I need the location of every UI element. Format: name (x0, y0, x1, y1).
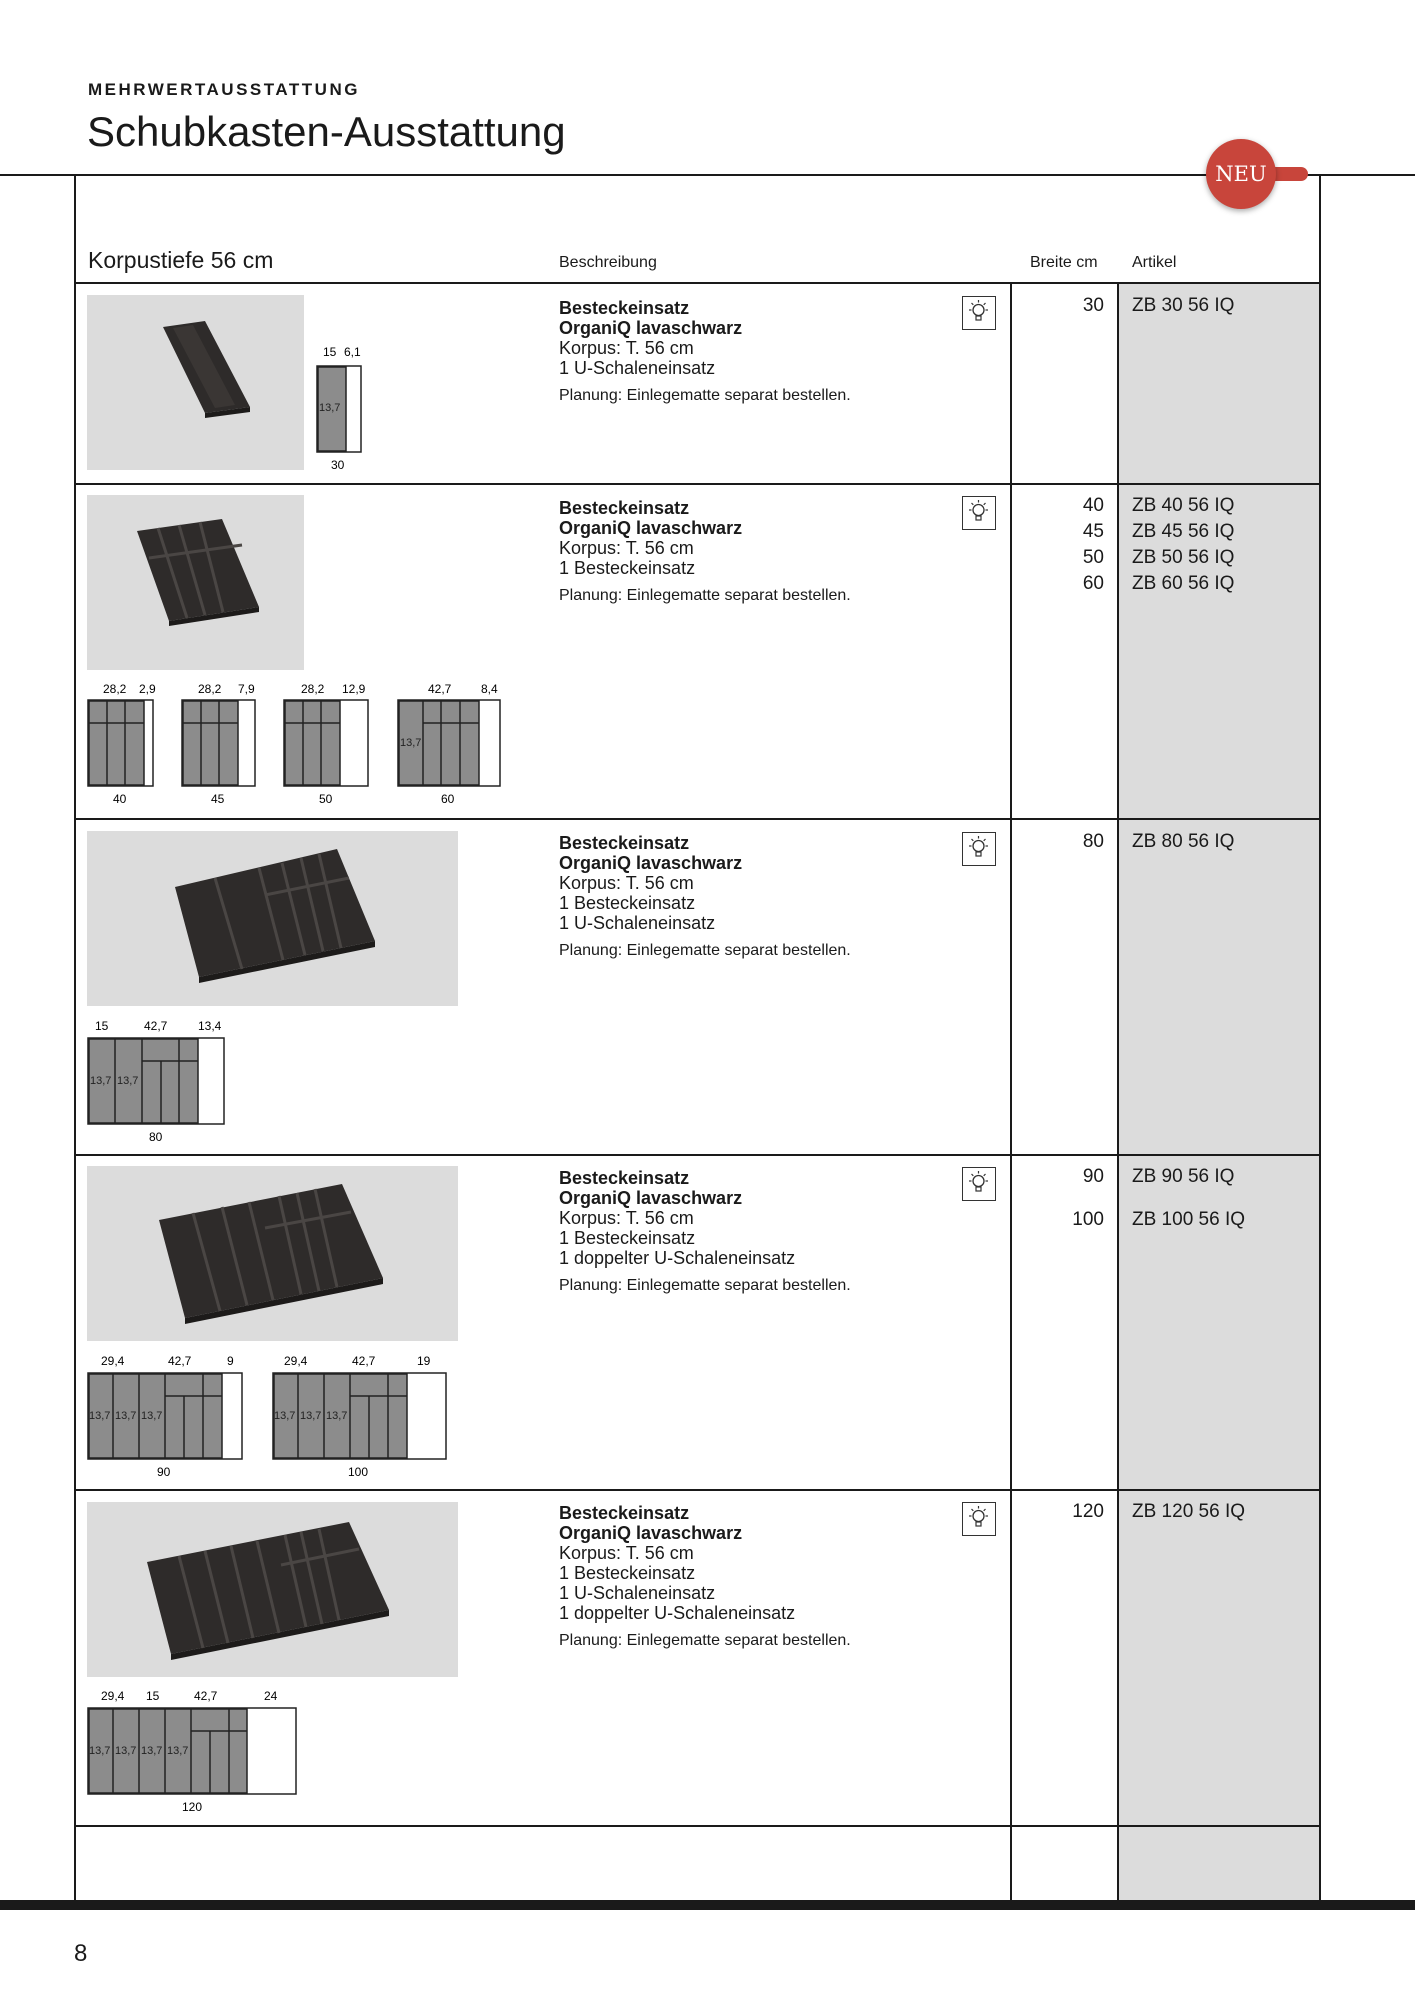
dim-label: 15 (323, 345, 337, 359)
dimension-diagram (87, 678, 157, 810)
page-number: 8 (74, 1940, 88, 1967)
svg-text:13,4: 13,4 (198, 1019, 222, 1033)
svg-text:15: 15 (95, 1019, 109, 1033)
spec-line: 1 U-Schaleneinsatz (559, 358, 716, 378)
svg-text:12,9: 12,9 (342, 682, 366, 696)
svg-text:29,4: 29,4 (101, 1689, 125, 1703)
product-title: Besteckeinsatz (559, 833, 690, 853)
width-value: 40 (1082, 495, 1104, 516)
row-divider (74, 483, 1321, 485)
width-list (1030, 831, 1104, 857)
planning-note: Planung: Einlegematte separat bestellen. (559, 387, 851, 404)
table-right-border (1319, 175, 1321, 1900)
planning-note: Planung: Einlegematte separat bestellen. (559, 942, 851, 959)
width-value: 60 (1082, 573, 1104, 594)
row-divider (74, 1825, 1321, 1827)
lightbulb-icon (962, 496, 996, 530)
spec-line: 1 doppelter U-Schaleneinsatz (559, 1248, 796, 1268)
product-subtitle: OrganiQ lavaschwarz (559, 518, 743, 538)
row-description (559, 498, 959, 606)
row-description (559, 833, 959, 961)
svg-text:120: 120 (182, 1800, 203, 1814)
svg-text:28,2: 28,2 (103, 682, 127, 696)
svg-text:80: 80 (149, 1130, 163, 1144)
lightbulb-icon (962, 832, 996, 866)
width-list (1030, 1501, 1104, 1527)
row-description (559, 298, 959, 406)
article-number: ZB 50 56 IQ (1132, 547, 1235, 568)
row-divider (74, 1154, 1321, 1156)
article-list (1132, 295, 1312, 321)
svg-text:13,7: 13,7 (117, 1075, 139, 1087)
svg-text:13,7: 13,7 (90, 1075, 112, 1087)
svg-text:13,7: 13,7 (167, 1745, 189, 1757)
width-list (1030, 1166, 1104, 1235)
article-number: ZB 120 56 IQ (1132, 1501, 1246, 1522)
planning-note: Planung: Einlegematte separat bestellen. (559, 587, 851, 604)
svg-text:50: 50 (319, 792, 333, 806)
svg-text:29,4: 29,4 (101, 1354, 125, 1368)
svg-text:13,7: 13,7 (115, 1745, 137, 1757)
row-description (559, 1168, 959, 1296)
width-value: 90 (1082, 1166, 1104, 1187)
svg-text:9: 9 (227, 1354, 234, 1368)
dimension-diagram (87, 1016, 227, 1148)
product-title: Besteckeinsatz (559, 498, 690, 518)
width-value: 120 (1072, 1501, 1104, 1522)
product-photo (87, 1166, 458, 1341)
header-rule (0, 174, 1415, 176)
svg-text:90: 90 (157, 1465, 171, 1479)
svg-text:100: 100 (348, 1465, 369, 1479)
spec-line: 1 Besteckeinsatz (559, 1228, 696, 1248)
width-list (1030, 295, 1104, 321)
compartment (89, 701, 144, 785)
product-title: Besteckeinsatz (559, 1503, 690, 1523)
svg-text:45: 45 (211, 792, 225, 806)
svg-text:7,9: 7,9 (238, 682, 255, 696)
dimension-diagram (87, 1351, 245, 1483)
table-left-border (74, 175, 76, 1900)
spec-line: 1 Besteckeinsatz (559, 558, 696, 578)
article-list (1132, 1166, 1312, 1235)
article-list (1132, 495, 1312, 599)
svg-text:13,7: 13,7 (326, 1410, 348, 1422)
row-divider (74, 1489, 1321, 1491)
width-list (1030, 495, 1104, 599)
article-number: ZB 90 56 IQ (1132, 1166, 1235, 1187)
row-divider (74, 818, 1321, 820)
article-number: ZB 100 56 IQ (1132, 1209, 1246, 1230)
svg-text:13,7: 13,7 (274, 1410, 296, 1422)
svg-text:42,7: 42,7 (428, 682, 452, 696)
lightbulb-icon (962, 1502, 996, 1536)
dimension-diagram (397, 678, 503, 810)
svg-text:24: 24 (264, 1689, 278, 1703)
insert-body (175, 849, 375, 977)
article-list (1132, 831, 1312, 857)
inner-label: 13,7 (319, 402, 341, 414)
product-subtitle: OrganiQ lavaschwarz (559, 318, 743, 338)
footer-bar (0, 1900, 1415, 1910)
svg-text:13,7: 13,7 (115, 1410, 137, 1422)
product-photo (87, 1502, 458, 1677)
compartment (183, 701, 238, 785)
svg-text:42,7: 42,7 (194, 1689, 218, 1703)
article-list (1132, 1501, 1312, 1527)
width-header: Breite cm (1030, 254, 1098, 271)
width-column-border (1010, 283, 1012, 1900)
lightbulb-icon (962, 296, 996, 330)
svg-text:13,7: 13,7 (300, 1410, 322, 1422)
svg-text:40: 40 (113, 792, 127, 806)
spec-line: 1 Besteckeinsatz (559, 1563, 696, 1583)
product-photo (87, 495, 304, 670)
product-subtitle: OrganiQ lavaschwarz (559, 853, 743, 873)
svg-text:60: 60 (441, 792, 455, 806)
planning-note: Planung: Einlegematte separat bestellen. (559, 1277, 851, 1294)
article-number: ZB 40 56 IQ (1132, 495, 1235, 516)
width-value: 45 (1082, 521, 1104, 542)
article-number: ZB 30 56 IQ (1132, 295, 1235, 316)
product-title: Besteckeinsatz (559, 1168, 690, 1188)
product-photo (87, 831, 458, 1006)
svg-text:13,7: 13,7 (141, 1745, 163, 1757)
spec-line: Korpus: T. 56 cm (559, 1208, 694, 1228)
dimension-diagram (87, 1686, 301, 1818)
svg-text:15: 15 (146, 1689, 160, 1703)
article-header: Artikel (1132, 254, 1177, 271)
dimension-diagram (181, 678, 257, 810)
svg-text:28,2: 28,2 (301, 682, 325, 696)
spec-line: Korpus: T. 56 cm (559, 1543, 694, 1563)
spec-line: 1 U-Schaleneinsatz (559, 1583, 716, 1603)
svg-text:42,7: 42,7 (352, 1354, 376, 1368)
product-subtitle: OrganiQ lavaschwarz (559, 1523, 743, 1543)
spec-line: 1 doppelter U-Schaleneinsatz (559, 1603, 796, 1623)
width-value: 30 (1082, 295, 1104, 316)
svg-text:13,7: 13,7 (89, 1745, 111, 1757)
lightbulb-icon (962, 1167, 996, 1201)
product-subtitle: OrganiQ lavaschwarz (559, 1188, 743, 1208)
compartment (285, 701, 340, 785)
page-title: Schubkasten-Ausstattung (87, 108, 566, 155)
svg-text:28,2: 28,2 (198, 682, 222, 696)
width-value: 100 (1072, 1209, 1104, 1230)
product-photo (87, 295, 304, 470)
row-description (559, 1503, 959, 1651)
dimension-diagram (314, 344, 364, 476)
spec-line: 1 U-Schaleneinsatz (559, 913, 716, 933)
width-value: 50 (1082, 547, 1104, 568)
svg-text:19: 19 (417, 1354, 431, 1368)
svg-text:2,9: 2,9 (139, 682, 156, 696)
product-title: Besteckeinsatz (559, 298, 690, 318)
dim-label: 6,1 (344, 345, 361, 359)
dimension-diagram (283, 678, 369, 810)
insert-body (137, 519, 259, 621)
dim-label: 30 (331, 458, 345, 472)
planning-note: Planung: Einlegematte separat bestellen. (559, 1632, 851, 1649)
article-column-border (1117, 283, 1119, 1900)
section-eyebrow: MEHRWERTAUSSTATTUNG (88, 80, 360, 99)
width-value: 80 (1082, 831, 1104, 852)
svg-text:29,4: 29,4 (284, 1354, 308, 1368)
article-number: ZB 80 56 IQ (1132, 831, 1235, 852)
spec-line: 1 Besteckeinsatz (559, 893, 696, 913)
description-header: Beschreibung (559, 254, 657, 271)
svg-text:13,7: 13,7 (400, 737, 422, 749)
svg-text:8,4: 8,4 (481, 682, 498, 696)
svg-text:13,7: 13,7 (89, 1410, 111, 1422)
new-badge: NEU (1206, 139, 1276, 209)
spec-line: Korpus: T. 56 cm (559, 873, 694, 893)
article-number: ZB 60 56 IQ (1132, 573, 1235, 594)
corpus-depth-heading: Korpustiefe 56 cm (88, 247, 274, 273)
table-header-rule (74, 282, 1321, 284)
spec-line: Korpus: T. 56 cm (559, 538, 694, 558)
svg-text:42,7: 42,7 (168, 1354, 192, 1368)
article-number: ZB 45 56 IQ (1132, 521, 1235, 542)
dimension-diagram (272, 1351, 448, 1483)
svg-text:13,7: 13,7 (141, 1410, 163, 1422)
spec-line: Korpus: T. 56 cm (559, 338, 694, 358)
svg-text:42,7: 42,7 (144, 1019, 168, 1033)
